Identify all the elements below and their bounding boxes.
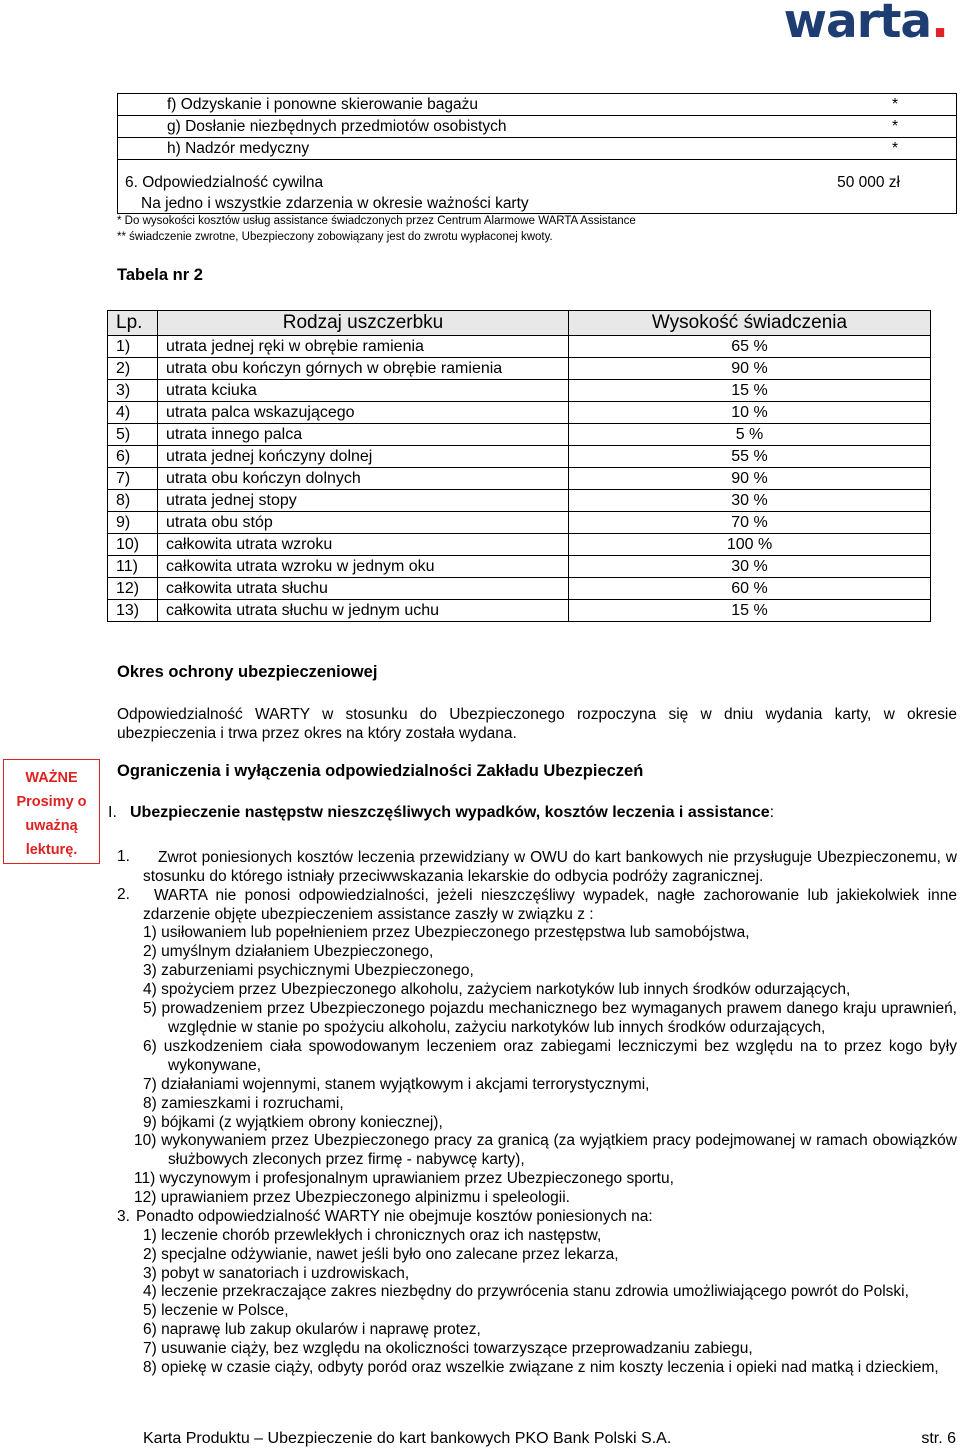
list-item: 7) działaniami wojennymi, stanem wyjątkowym i akcjami terrorystycznymi, [143,1076,650,1093]
table-row [108,336,931,358]
list-item: 4) spożyciem przez Ubezpieczonego alkoholu, zażyciem narkotyków lub innych środków odurzających, [143,981,851,998]
paragraph-number: 2. [117,886,130,903]
header-amount: Wysokość świadczenia [569,311,931,336]
row-lp: 3) [108,380,158,402]
row-type: utrata jednej stopy [158,490,569,512]
table-row [108,358,931,380]
list-item: 7) usuwanie ciąży, bez względu na okoliczności towarzyszące przeprowadzaniu zabiegu, [143,1340,753,1357]
row-label: f) Odzyskanie i ponowne skierowanie bagażu [167,96,479,113]
row-label: g) Dosłanie niezbędnych przedmiotów osobistych [167,118,507,135]
row-lp: 13) [108,600,158,622]
list-item: 1) usiłowaniem lub popełnieniem przez Ubezpieczonego przestępstwa lub samobójstwa, [143,924,750,941]
table-row [108,446,931,468]
paragraph-1: Zwrot poniesionych kosztów leczenia przewidziany w OWU do kart bankowych nie przysługuje Ubezpieczonemu, w stosunku do którego istniały przeciwwskazania lekarskie do odbycia podróży zagranicznej. [143,849,957,885]
section-heading: Ograniczenia i wyłączenia odpowiedzialności Zakładu Ubezpieczeń [117,762,644,780]
row-amount: 100 % [569,534,931,556]
row-lp: 2) [108,358,158,380]
paragraph-3: Ponadto odpowiedzialność WARTY nie obejmuje kosztów poniesionych na: [136,1208,653,1225]
subsection-number: I. [108,804,117,821]
page-number: str. 6 [921,1430,956,1447]
footer-text: Karta Produktu – Ubezpieczenie do kart bankowych PKO Bank Polski S.A. [143,1430,672,1447]
row-amount: 65 % [569,336,931,358]
row-type: utrata palca wskazującego [158,402,569,424]
table-row [108,512,931,534]
list-item: 5) prowadzeniem przez Ubezpieczonego pojazdu mechanicznego bez wymaganych prawem danego kraju uprawnień, względnie w stanie po spożyciu alkoholu, zażyciu narkotyków lub innych środków odurzających, [143,1000,957,1036]
list-item: 8) zamieszkami i rozruchami, [143,1095,344,1112]
row-amount: 15 % [569,600,931,622]
warta-logo: warta. [783,0,948,49]
table-row [108,402,931,424]
row-type: utrata obu kończyn dolnych [158,468,569,490]
row-type: utrata innego palca [158,424,569,446]
liability-title: 6. Odpowiedzialność cywilna [125,174,324,191]
table-row [108,556,931,578]
row-lp: 9) [108,512,158,534]
row-amount: 55 % [569,446,931,468]
injury-table [107,310,931,622]
row-amount: 10 % [569,402,931,424]
list-item: 1) leczenie chorób przewlekłych i chronicznych oraz ich następstw, [143,1227,602,1244]
list-item: 3) pobyt w sanatoriach i uzdrowiskach, [143,1265,410,1282]
list-item: 2) specjalne odżywianie, nawet jeśli było ono zalecane przez lekarza, [143,1246,619,1263]
table-header-row [108,311,931,336]
liability-amount: 50 000 zł [837,174,900,191]
list-item: 11) wyczynowym i profesjonalnym uprawianiem przez Ubezpieczonego sportu, [134,1170,674,1187]
row-type: utrata obu stóp [158,512,569,534]
header-type: Rodzaj uszczerbku [158,311,569,336]
liability-subtitle: Na jedno i wszystkie zdarzenia w okresie ważności karty [141,195,529,212]
row-lp: 12) [108,578,158,600]
row-lp: 1) [108,336,158,358]
list-item: 2) umyślnym działaniem Ubezpieczonego, [143,943,434,960]
assistance-table [117,93,957,214]
warning-line: lekturę. [25,842,78,858]
list-item: 6) uszkodzeniem ciała spowodowanym leczeniem oraz zabiegami leczniczymi bez względu na to przez kogo były wykonywane, [143,1038,957,1074]
list-item: 8) opiekę w czasie ciąży, odbyty poród oraz wszelkie związane z nim koszty leczenia i opieki nad matką i dzieckiem, [143,1359,939,1376]
table-row [108,424,931,446]
row-amount: 30 % [569,556,931,578]
table-row [108,600,931,622]
row-amount: 90 % [569,468,931,490]
paragraph-number: 3. [117,1208,130,1225]
row-type: całkowita utrata słuchu [158,578,569,600]
list-item: 3) zaburzeniami psychicznymi Ubezpieczonego, [143,962,474,979]
row-amount: 30 % [569,490,931,512]
footnote: ** świadczenie zwrotne, Ubezpieczony zobowiązany jest do zwrotu wypłaconej kwoty. [117,231,553,243]
row-value: * [891,118,898,135]
list-item: 4) leczenie przekraczające zakres niezbędny do przywrócenia stanu zdrowia umożliwiającego powrót do Polski, [143,1283,909,1300]
row-label: h) Nadzór medyczny [167,140,310,157]
row-value: * [891,96,898,113]
table-title: Tabela nr 2 [117,266,203,284]
list-item: 5) leczenie w Polsce, [143,1302,289,1319]
header-lp: Lp. [108,311,158,336]
row-value: * [891,140,898,157]
row-type: całkowita utrata słuchu w jednym uchu [158,600,569,622]
row-lp: 5) [108,424,158,446]
row-amount: 15 % [569,380,931,402]
row-type: utrata obu kończyn górnych w obrębie ramienia [158,358,569,380]
row-type: całkowita utrata wzroku w jednym oku [158,556,569,578]
row-amount: 5 % [569,424,931,446]
list-item: 6) naprawę lub zakup okularów i naprawę protez, [143,1321,481,1338]
list-item: 12) uprawianiem przez Ubezpieczonego alpinizmu i speleologii. [134,1189,570,1206]
okres-text: Odpowiedzialność WARTY w stosunku do Ubezpieczonego rozpoczyna się w dniu wydania karty, w okresie ubezpieczenia i trwa przez okres na który została wydana. [117,706,957,742]
row-type: całkowita utrata wzroku [158,534,569,556]
warning-box [3,759,100,864]
row-lp: 7) [108,468,158,490]
row-amount: 60 % [569,578,931,600]
paragraph-2: WARTA nie ponosi odpowiedzialności, jeżeli nieszczęśliwy wypadek, nagłe zachorowanie lub jakiekolwiek inne zdarzenie objęte ubezpieczeniem assistance zaszły w związku z : [143,887,957,923]
row-lp: 4) [108,402,158,424]
list-item: 10) wykonywaniem przez Ubezpieczonego pracy za granicą (za wyjątkiem pracy podejmowanej w ramach obowiązków służbowych zleconych przez firmę - nabywcę karty), [134,1132,957,1168]
table-row [108,534,931,556]
row-lp: 6) [108,446,158,468]
row-lp: 11) [108,556,158,578]
warning-line: WAŻNE [25,770,78,786]
table-row [108,380,931,402]
row-amount: 70 % [569,512,931,534]
row-type: utrata jednej kończyny dolnej [158,446,569,468]
row-lp: 10) [108,534,158,556]
row-amount: 90 % [569,358,931,380]
paragraph-number: 1. [117,848,130,865]
row-type: utrata jednej ręki w obrębie ramienia [158,336,569,358]
row-type: utrata kciuka [158,380,569,402]
table-row [108,468,931,490]
row-lp: 8) [108,490,158,512]
table-row [108,578,931,600]
list-item: 9) bójkami (z wyjątkiem obrony koniecznej), [143,1114,443,1131]
subsection-title: Ubezpieczenie następstw nieszczęśliwych wypadków, kosztów leczenia i assistance: [130,804,775,821]
warning-line: Prosimy o [16,794,87,810]
warning-line: uważną [25,818,78,834]
footnote: * Do wysokości kosztów usług assistance świadczonych przez Centrum Alarmowe WARTA Assistance [117,215,636,227]
table-row [108,490,931,512]
section-heading: Okres ochrony ubezpieczeniowej [117,663,378,681]
